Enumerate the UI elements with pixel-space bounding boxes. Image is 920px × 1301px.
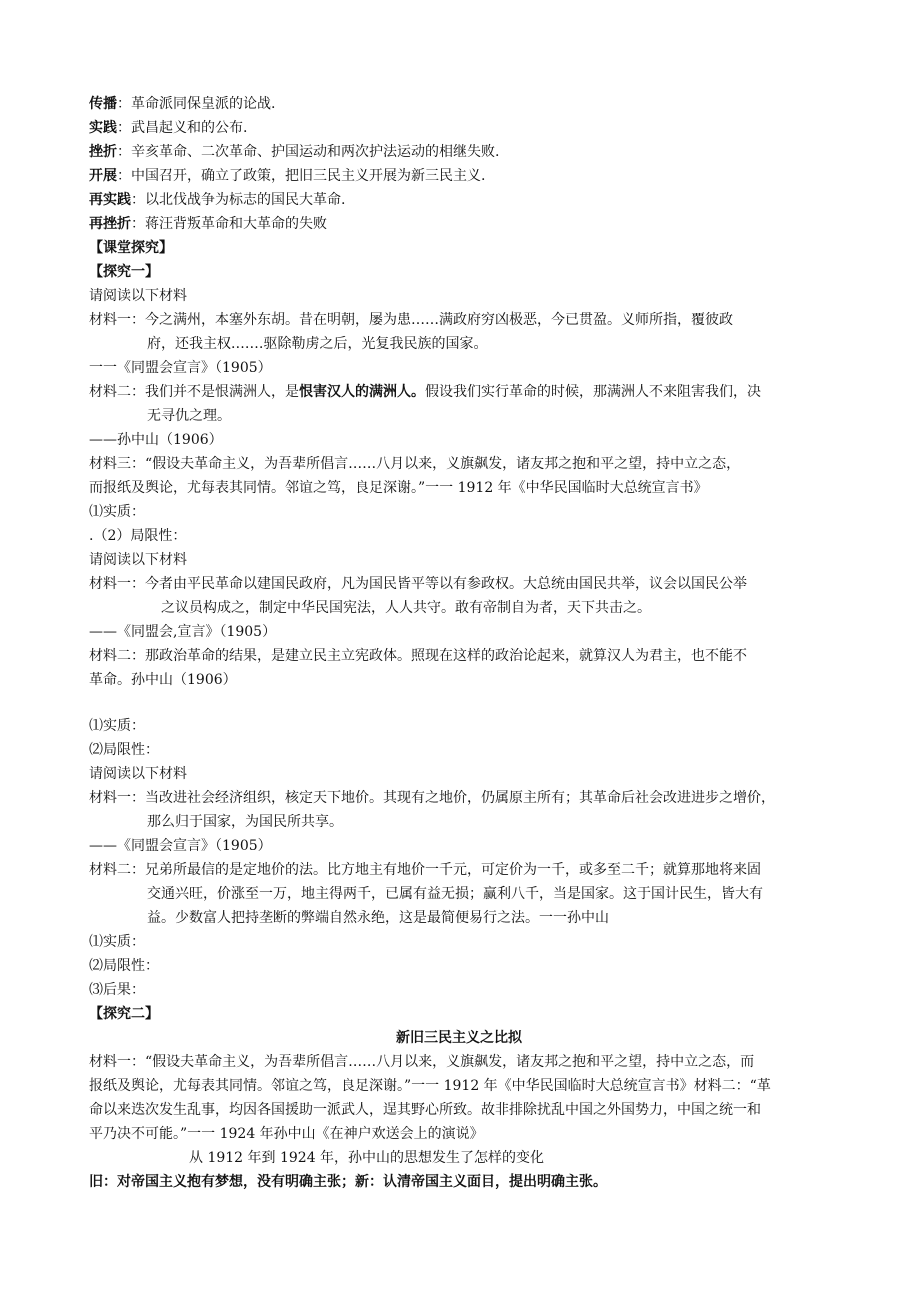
material-line: 交通兴旺，价涨至一万，地主得两千，已属有益无损；赢利八千，当是国家。这于国计民生，皆大有: [147, 886, 763, 902]
material-source: ——孙中山（1906）: [89, 432, 223, 448]
material-line: 之议员构成之，制定中华民国宪法，人人共守。敢有帝制自为者，天下共击之。: [161, 600, 651, 616]
intro-label: 再实践: [89, 192, 131, 208]
question-essence: ⑴实质：: [89, 718, 145, 734]
intro-item: [89, 188, 829, 212]
material-line: 材料一：“假设夫革命主义，为吾辈所倡言……八月以来，义旗飙发，诸友邦之抱和平之望，持中立之态，而: [89, 1054, 755, 1070]
material-line: 革命。孙中山（1906）: [89, 672, 237, 688]
intro-text: ：中国召开，确立了政策，把旧三民主义开展为新三民主义.: [117, 168, 486, 184]
material-source: ——《同盟会,宣言》（1905）: [89, 624, 277, 640]
explore1-heading: 【探究一】: [89, 264, 159, 280]
material-source: 一一《同盟会宣言》（1905）: [89, 360, 272, 376]
material-line: 那么归于国家，为国民所共享。: [147, 814, 343, 830]
material-line: 而报纸及舆论，尤每表其同情。邻谊之笃，良足深谢。”一一 1912 年《中华民国临时大总统宣言书》: [89, 480, 708, 496]
material-line: [89, 380, 829, 404]
material-line: 材料三：“假设夫革命主义，为吾辈所倡言……八月以来，义旗飙发，诸友邦之抱和平之望，持中立之态，: [89, 456, 741, 472]
question-consequence: ⑶后果：: [89, 982, 145, 998]
explore2-heading: 【探究二】: [89, 1006, 159, 1022]
material-group-2: [89, 548, 829, 762]
classroom-heading: 【课堂探究】: [89, 240, 173, 256]
question-limitation: .（2）局限性：: [89, 528, 187, 544]
question-essence: ⑴实质：: [89, 934, 145, 950]
highlight-text: 恨害汉人的满洲人。: [299, 384, 425, 400]
intro-label: 传播: [89, 96, 117, 112]
intro-item: [89, 140, 829, 164]
material-line: 命以来迭次发生乱事，均因各国援助一派武人，逞其野心所致。故非排除扰乱中国之外国势力，中国之统一和: [89, 1102, 761, 1118]
change-question: 从 1912 年到 1924 年，孙中山的思想发生了怎样的变化: [189, 1150, 545, 1166]
intro-text: ：革命派同保皇派的论战.: [117, 96, 276, 112]
read-prompt: 请阅读以下材料: [89, 288, 187, 304]
answer-line: 旧：对帝国主义抱有梦想，没有明确主张；新：认清帝国主义面目，提出明确主张。: [89, 1174, 607, 1190]
material-line: 平乃决不可能。”一一 1924 年孙中山《在神户欢送会上的演说》: [89, 1126, 484, 1142]
material-line: 无寻仇之理。: [147, 408, 231, 424]
material-line: 材料一：今之满州，本塞外东胡。昔在明朝，屡为患……满政府穷凶极恶，今已贯盈。义师所指，覆彼政: [89, 312, 733, 328]
intro-label: 实践: [89, 120, 117, 136]
intro-list: [89, 92, 829, 236]
intro-label: 挫折: [89, 144, 117, 160]
material-line: 材料一：当改进社会经济组织，核定天下地价。其现有之地价，仍属原主所有；其革命后社会改进进步之增价，: [89, 790, 775, 806]
material-line: 材料二：兄弟所最信的是定地价的法。比方地主有地价一千元，可定价为一千，或多至二千；就算那地将来固: [89, 862, 761, 878]
material-text: 材料二：我们并不是恨满洲人，是: [89, 384, 299, 400]
material-line: 材料二：那政治革命的结果，是建立民主立宪政体。照现在这样的政治论起来，就算汉人为君主，也不能不: [89, 648, 747, 664]
compare-title: 新旧三民主义之比拟: [396, 1030, 522, 1046]
intro-item: [89, 164, 829, 188]
material-line: 报纸及舆论，尤每表其同情。邻谊之笃，良足深谢。”一一 1912 年《中华民国临时大总统宣言书》材料二：“革: [89, 1078, 771, 1094]
intro-item: [89, 92, 829, 116]
material-group-1: [89, 284, 829, 548]
material-group-4: [89, 1050, 829, 1194]
intro-item: [89, 116, 829, 140]
read-prompt: 请阅读以下材料: [89, 552, 187, 568]
material-source: ——《同盟会宣言》（1905）: [89, 838, 272, 854]
material-line: 材料一：今者由平民革命以建国民政府，凡为国民皆平等以有参政权。大总统由国民共举，议会以国民公举: [89, 576, 747, 592]
intro-label: 再挫折: [89, 216, 131, 232]
read-prompt: 请阅读以下材料: [89, 766, 187, 782]
intro-item: [89, 212, 829, 236]
material-text: 假设我们实行革命的时候，那满洲人不来阻害我们，决: [425, 384, 761, 400]
material-line: 益。少数富人把持垄断的弊端自然永绝，这是最简便易行之法。一一孙中山: [147, 910, 609, 926]
intro-text: ：辛亥革命、二次革命、护国运动和两次护法运动的相继失败.: [117, 144, 500, 160]
question-limitation: ⑵局限性：: [89, 958, 159, 974]
material-line: 府，还我主权.……驱除勒虏之后，光复我民族的国家。: [147, 336, 488, 352]
material-group-3: [89, 762, 829, 1002]
intro-label: 开展: [89, 168, 117, 184]
intro-text: ：武昌起义和的公布.: [117, 120, 248, 136]
blank-gap: [89, 692, 829, 714]
intro-text: ：以北伐战争为标志的国民大革命.: [131, 192, 346, 208]
question-essence: ⑴实质：: [89, 504, 145, 520]
document-page: [89, 92, 829, 1194]
intro-text: ：蒋汪背叛革命和大革命的失败: [131, 216, 327, 232]
question-limitation: ⑵局限性：: [89, 742, 159, 758]
